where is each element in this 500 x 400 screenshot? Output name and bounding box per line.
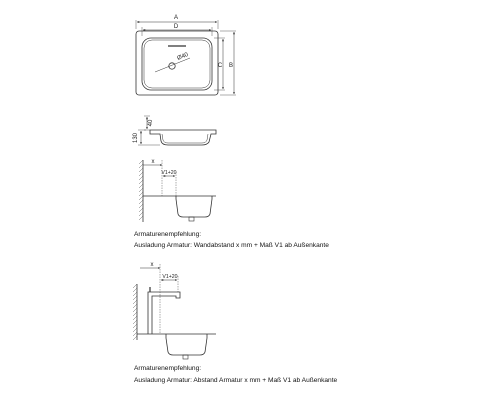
drain-outlet-2: [183, 355, 188, 359]
hatch-stroke: [133, 324, 137, 328]
tap-body: [148, 292, 180, 334]
hatch-stroke: [139, 212, 143, 216]
dim-label-d: D: [173, 24, 179, 30]
dim-label-x-1: x: [151, 159, 155, 165]
hatch-stroke: [133, 284, 137, 288]
caption-title-1: Armaturenempfehlung:: [134, 231, 202, 238]
hatch-stroke: [139, 188, 143, 192]
dim-label-a: A: [173, 15, 179, 21]
hatch-stroke: [139, 168, 143, 172]
hatch-stroke: [139, 216, 143, 220]
wall-hatching-2: [133, 284, 137, 340]
sink-bowl-inner: [144, 40, 210, 88]
sink-section-2: [166, 334, 207, 355]
drain-leader-line: [155, 58, 190, 72]
dim-label-c: C: [217, 63, 223, 69]
hatch-stroke: [133, 316, 137, 320]
hatch-stroke: [133, 336, 137, 340]
caption-text-1: Ausladung Armatur: Wandabstand x mm + Maß V1 ab Außenkante: [134, 242, 329, 249]
installation-wall-tap: [139, 160, 216, 222]
sink-section-1: [176, 196, 212, 217]
dim-label-v1-1: V1+20: [161, 170, 177, 176]
caption-text-2: Ausladung Armatur: Abstand Armatur x mm + Maß V1 ab Außenkante: [134, 377, 338, 384]
hatch-stroke: [133, 296, 137, 300]
hatch-stroke: [133, 320, 137, 324]
hatch-stroke: [139, 196, 143, 200]
hatch-stroke: [139, 200, 143, 204]
wall-hatching: [139, 160, 143, 220]
hatch-stroke: [139, 204, 143, 208]
hatch-stroke: [139, 192, 143, 196]
hatch-stroke: [139, 184, 143, 188]
dim-label-x-2: x: [150, 262, 154, 268]
dim-label-v1-2: V1+20: [162, 274, 178, 280]
hatch-stroke: [133, 308, 137, 312]
hatch-stroke: [133, 304, 137, 308]
hatch-stroke: [139, 172, 143, 176]
hatch-stroke: [139, 176, 143, 180]
hatch-stroke: [133, 332, 137, 336]
dim-label-40: 40: [148, 119, 154, 127]
section-inner-line: [162, 134, 208, 143]
hatch-stroke: [139, 180, 143, 184]
dim-label-b: B: [228, 63, 234, 69]
hatch-stroke: [133, 292, 137, 296]
hatch-stroke: [133, 328, 137, 332]
hatch-stroke: [133, 312, 137, 316]
caption-title-2: Armaturenempfehlung:: [134, 365, 202, 372]
drain-outlet-1: [189, 217, 194, 221]
drain-diameter-label: Ø40: [176, 52, 190, 62]
hatch-stroke: [133, 288, 137, 292]
hatch-stroke: [133, 300, 137, 304]
hatch-stroke: [139, 160, 143, 164]
dim-label-130: 130: [133, 132, 139, 144]
hatch-stroke: [139, 208, 143, 212]
hatch-stroke: [139, 164, 143, 168]
